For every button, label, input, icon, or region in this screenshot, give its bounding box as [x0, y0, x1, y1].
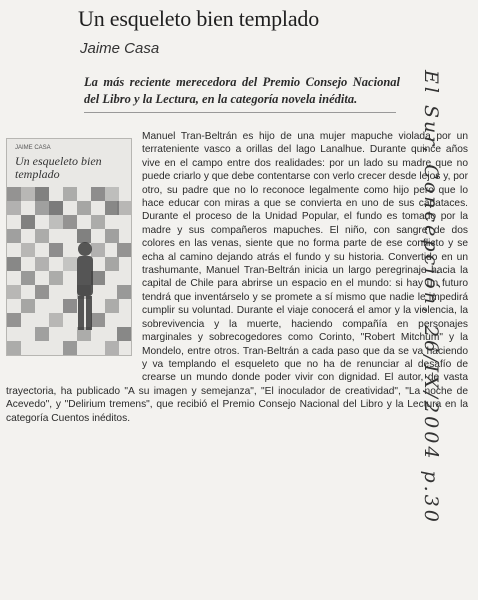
subtitle-underline [84, 112, 396, 113]
article-author: Jaime Casa [80, 40, 160, 57]
book-cover-image [6, 138, 132, 356]
handwritten-note-text: El Sur, Concepción, 26/IX/2004 p.30 [420, 70, 442, 525]
article-subtitle: La más reciente merecedora del Premio Consejo Nacional del Libro y la Lectura, en la categoría novela inédita. [84, 75, 400, 106]
handwritten-annotation [408, 70, 468, 530]
article-body: Manuel Tran-Beltrán es hijo de una mujer mapuche violada por un terrateniente vasco a orillas del lago Lanalhue. Durante quince años vive en el campo entre dos realidades: por un lado su madre que no puede criarlo y que debe contentarse con verlo crecer desde lejos y, por otro, su padre que no lo reconoce legalmente como hijo pero que lo hace educar con miras a que se convierta en uno de sus capataces. Durante el proceso de la Unidad Popular, el fundo es tomado por la madre y sus compañeros mapuches. El niño, con sangre de dos colores en las venas, siente que no forma parte de ese conflicto y se echa al camino dejando atrás el fundo y su historia. Convertido en un trashumante, Manuel Tran-Beltrán inicia un largo peregrinaje hacia la capital de Chile para abrirse un espacio en el mundo: si hay un futuro tendrá que inventárselo y se promete a sí mismo que nadie le impedirá cumplir su voluntad. Durante el viaje conocerá el amor y la violencia, la sobrevivencia y la muerte, haciendo compañía en personajes marginales y sobrecogedores como Corinto, "Robert Mitchum" y la Mondelo, entre otros. Tran-Beltrán a cada paso que da se va haciendo y va templando el esqueleto que no ha de renunciar al desafío de crearse un mundo donde poder vivir con dignidad. El autor, de vasta trayectoria, ha publicado "A su imagen y semejanza", "El inoculador de creatividad", "La noche de Acevedo", y "Delirium tremens", que recibió el Premio Consejo Nacional del Libro y la Lectura en la categoría Cuentos inéditos. [6, 131, 468, 424]
book-cover-title: Un esqueleto bien templado [15, 154, 102, 181]
article-title: Un esqueleto bien templado [78, 6, 320, 31]
book-cover-author: JAIME CASA [15, 145, 51, 151]
book-cover-mosaic [7, 187, 131, 355]
